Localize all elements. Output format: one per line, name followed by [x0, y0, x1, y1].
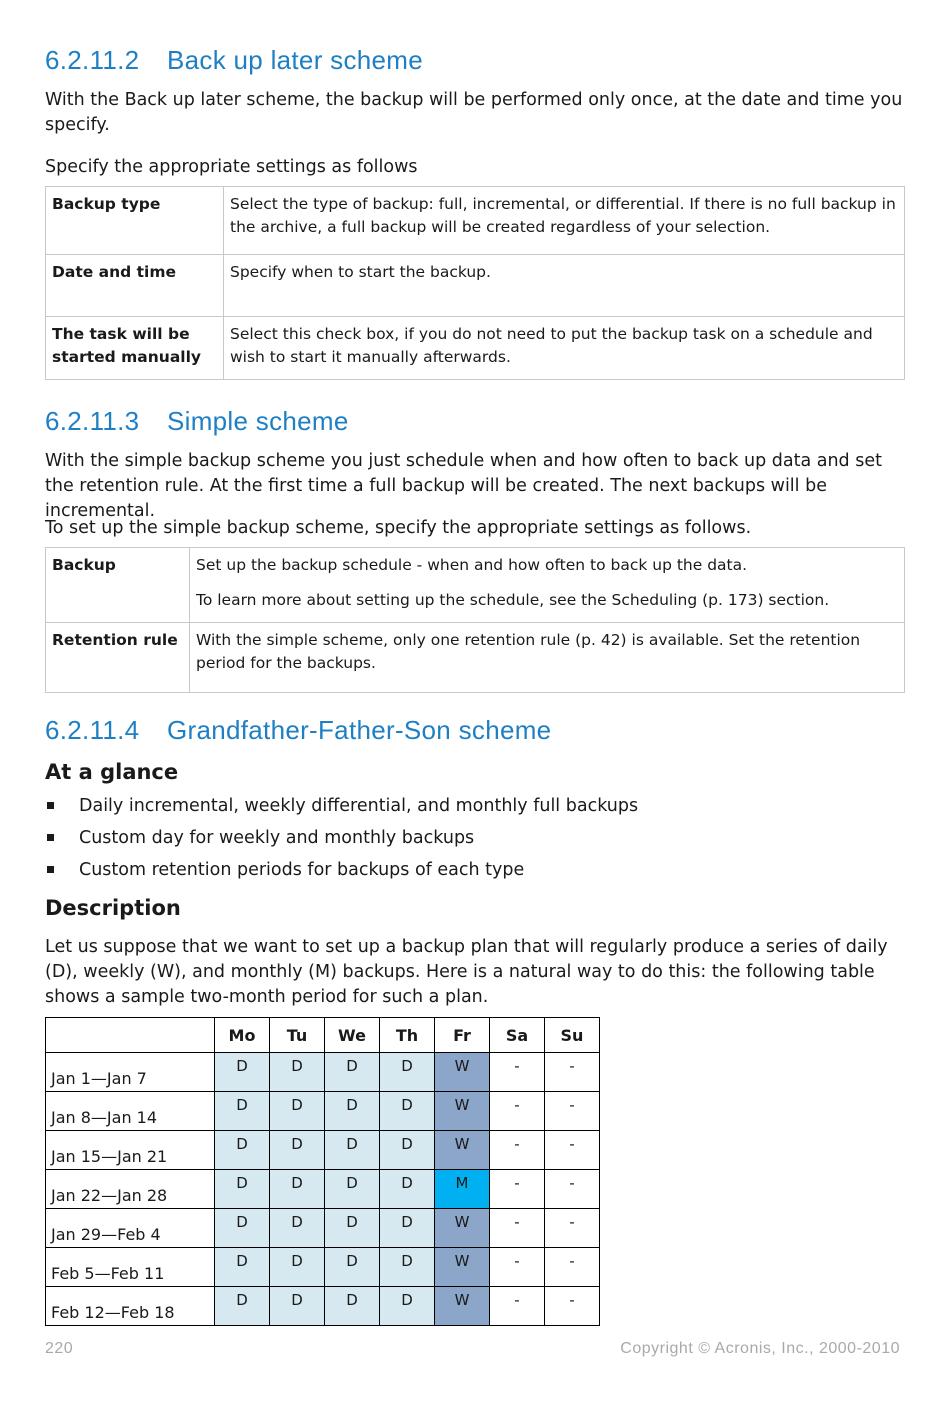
- setting-value: Select the type of backup: full, incremental, or differential. If there is no full backup in the archive, a full backup will be created regardless of your selection.: [224, 187, 905, 255]
- backup-cell: D: [380, 1170, 435, 1209]
- backup-cell: D: [325, 1092, 380, 1131]
- table-row: [46, 1053, 600, 1092]
- calendar-body: [46, 1053, 600, 1326]
- backup-cell: D: [380, 1053, 435, 1092]
- backup-cell: D: [270, 1131, 325, 1170]
- simple-lead: To set up the simple backup scheme, specify the appropriate settings as follows.: [45, 518, 752, 538]
- backup-cell: W: [435, 1287, 490, 1326]
- backup-cell: -: [490, 1170, 545, 1209]
- table-row: [46, 1170, 600, 1209]
- section-number: 6.2.11.2: [45, 45, 140, 75]
- week-label: Jan 22—Jan 28: [46, 1170, 215, 1209]
- backup-cell: -: [545, 1131, 600, 1170]
- glance-list: [45, 794, 638, 890]
- backup-cell: -: [545, 1092, 600, 1131]
- backup-cell: D: [270, 1209, 325, 1248]
- setting-value-line: Set up the backup schedule - when and how often to back up the data.: [196, 556, 748, 574]
- setting-key: Backup type: [46, 187, 224, 255]
- day-header: Mo: [215, 1018, 270, 1053]
- backup-cell: D: [270, 1170, 325, 1209]
- backup-cell: -: [490, 1248, 545, 1287]
- backup-cell: -: [490, 1092, 545, 1131]
- backup-cell: D: [270, 1092, 325, 1131]
- backup-cell: D: [380, 1131, 435, 1170]
- backup-cell: D: [325, 1131, 380, 1170]
- list-item: Daily incremental, weekly differential, and monthly full backups: [45, 794, 638, 826]
- simple-intro: With the simple backup scheme you just schedule when and how often to back up data and set the retention rule. At the first time a full backup will be created. The next backups will be incremental.: [45, 451, 882, 521]
- week-label: Jan 8—Jan 14: [46, 1092, 215, 1131]
- backup-cell: M: [435, 1170, 490, 1209]
- backup-cell: -: [490, 1053, 545, 1092]
- backup-cell: D: [380, 1287, 435, 1326]
- simple-settings-table: [45, 547, 905, 693]
- table-row: [46, 1209, 600, 1248]
- backup-cell: D: [270, 1248, 325, 1287]
- backup-cell: W: [435, 1092, 490, 1131]
- copyright: Copyright © Acronis, Inc., 2000-2010: [620, 1340, 900, 1357]
- day-header: Sa: [490, 1018, 545, 1053]
- backup-cell: -: [490, 1131, 545, 1170]
- table-row: [46, 1287, 600, 1326]
- calendar-header-row: [46, 1018, 600, 1053]
- backup-cell: D: [325, 1170, 380, 1209]
- backup-cell: D: [380, 1248, 435, 1287]
- table-row: [46, 548, 905, 623]
- week-label: Feb 5—Feb 11: [46, 1248, 215, 1287]
- day-header: Tu: [270, 1018, 325, 1053]
- description-heading: Description: [45, 896, 181, 920]
- setting-key: Date and time: [46, 255, 224, 317]
- week-label: Jan 1—Jan 7: [46, 1053, 215, 1092]
- table-row: [46, 623, 905, 693]
- backup-cell: D: [270, 1287, 325, 1326]
- gfs-calendar-table: [45, 1017, 600, 1326]
- backup-cell: D: [380, 1209, 435, 1248]
- week-label: Jan 15—Jan 21: [46, 1131, 215, 1170]
- list-item: Custom day for weekly and monthly backups: [45, 826, 638, 858]
- backup-cell: W: [435, 1131, 490, 1170]
- table-row: [46, 255, 905, 317]
- backup-cell: D: [215, 1287, 270, 1326]
- table-row: [46, 317, 905, 380]
- description-text: Let us suppose that we want to set up a backup plan that will regularly produce a series of daily (D), weekly (W), and monthly (M) backups. Here is a natural way to do this: the following table shows a sample two-month period for such a plan.: [45, 937, 888, 1007]
- backup-cell: -: [490, 1287, 545, 1326]
- setting-key: Retention rule: [46, 623, 190, 693]
- setting-value-line: To learn more about setting up the schedule, see the Scheduling (p. 173) section.: [196, 591, 830, 609]
- backup-cell: D: [215, 1209, 270, 1248]
- setting-value: [190, 548, 905, 623]
- section-title: Back up later scheme: [167, 45, 424, 75]
- backup-cell: -: [545, 1053, 600, 1092]
- backup-cell: D: [215, 1248, 270, 1287]
- week-label: Jan 29—Feb 4: [46, 1209, 215, 1248]
- backup-cell: D: [325, 1248, 380, 1287]
- section-heading-back-up-later: [45, 45, 423, 76]
- backup-cell: D: [215, 1170, 270, 1209]
- backup-cell: D: [215, 1131, 270, 1170]
- list-item: Custom retention periods for backups of each type: [45, 858, 638, 890]
- backup-cell: D: [215, 1092, 270, 1131]
- table-row: [46, 187, 905, 255]
- day-header: Fr: [435, 1018, 490, 1053]
- day-header: We: [325, 1018, 380, 1053]
- backup-cell: -: [490, 1209, 545, 1248]
- backup-cell: -: [545, 1170, 600, 1209]
- backup-cell: D: [380, 1092, 435, 1131]
- setting-value: Specify when to start the backup.: [224, 255, 905, 317]
- backup-cell: -: [545, 1287, 600, 1326]
- setting-value: Select this check box, if you do not need to put the backup task on a schedule and wish to start it manually afterwards.: [224, 317, 905, 380]
- table-row: [46, 1092, 600, 1131]
- backup-cell: D: [325, 1209, 380, 1248]
- table-row: [46, 1131, 600, 1170]
- backup-cell: W: [435, 1209, 490, 1248]
- setting-key: Backup: [46, 548, 190, 623]
- backup-cell: D: [215, 1053, 270, 1092]
- glance-heading: At a glance: [45, 760, 179, 784]
- table-row: [46, 1248, 600, 1287]
- day-header: Su: [545, 1018, 600, 1053]
- section-title: Simple scheme: [167, 406, 349, 436]
- backup-cell: D: [325, 1287, 380, 1326]
- backup-cell: -: [545, 1209, 600, 1248]
- backup-cell: W: [435, 1248, 490, 1287]
- backup-cell: D: [270, 1053, 325, 1092]
- section-title: Grandfather-Father-Son scheme: [167, 715, 552, 745]
- day-header: Th: [380, 1018, 435, 1053]
- backup-cell: W: [435, 1053, 490, 1092]
- later-intro: With the Back up later scheme, the backup will be performed only once, at the date and time you specify.: [45, 90, 903, 135]
- setting-value: With the simple scheme, only one retention rule (p. 42) is available. Set the retention period for the backups.: [190, 623, 905, 693]
- section-number: 6.2.11.4: [45, 715, 140, 745]
- setting-key: The task will be started manually: [46, 317, 224, 380]
- backup-cell: D: [325, 1053, 380, 1092]
- page-number: 220: [45, 1340, 74, 1357]
- calendar-corner: [46, 1018, 215, 1053]
- week-label: Feb 12—Feb 18: [46, 1287, 215, 1326]
- section-heading-gfs: [45, 715, 551, 746]
- later-settings-table: [45, 186, 905, 380]
- section-number: 6.2.11.3: [45, 406, 140, 436]
- later-lead: Specify the appropriate settings as follows: [45, 157, 418, 177]
- backup-cell: -: [545, 1248, 600, 1287]
- section-heading-simple: [45, 406, 349, 437]
